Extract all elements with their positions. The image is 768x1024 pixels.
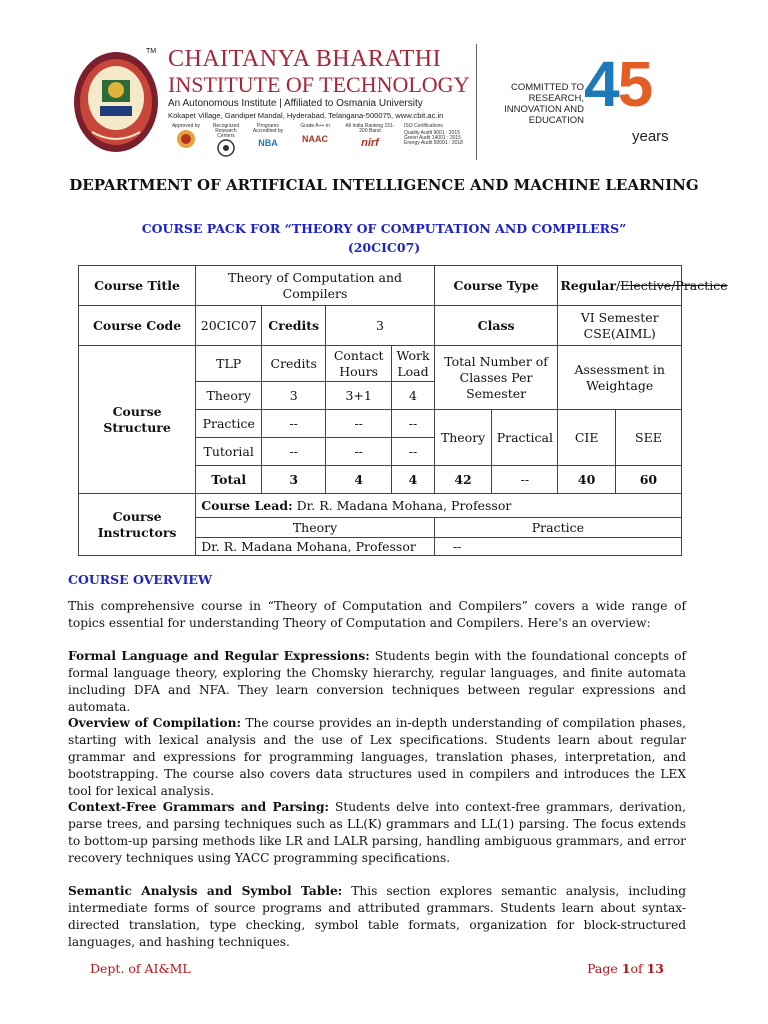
page-total: 13 — [646, 961, 664, 976]
sub-header-practical: Practical — [492, 410, 558, 466]
institute-address: Kokapet Village, Gandipet Mandal, Hyderabad, Telangana-500075, www.cbit.ac.in — [168, 111, 444, 120]
iso-certifications — [404, 124, 476, 146]
overview-semantic-analysis — [68, 883, 686, 951]
footer-department: Dept. of AI&ML — [90, 961, 191, 976]
iso-line: Quality Audit 9001 : 2015 — [404, 130, 460, 136]
assessment-label: Assessment in Weightage — [558, 346, 682, 410]
page-label: Page — [587, 961, 622, 976]
overview-compilation — [68, 715, 686, 800]
nba-text: NBA — [258, 138, 278, 148]
anniversary-years: years — [632, 128, 669, 145]
sub-header-see: SEE — [615, 410, 681, 466]
struct-header-credits: Credits — [262, 346, 326, 382]
institute-name-line1: CHAITANYA BHARATHI — [168, 46, 442, 72]
total-theory: 42 — [434, 466, 492, 494]
iso-line: Energy Audit 50001 : 2018 — [404, 140, 463, 146]
credits-cell: -- — [262, 410, 326, 438]
overview-intro: This comprehensive course in “Theory of Computation and Compilers” covers a wide range of topics essential for understanding Theory of Computation and Compilers. Here's an overview: — [68, 599, 686, 630]
slogan-line: INNOVATION AND — [504, 104, 584, 115]
work-cell: 4 — [392, 382, 435, 410]
credits-label: Credits — [262, 306, 326, 346]
total-cie: 40 — [558, 466, 616, 494]
course-type-regular: Regular — [560, 277, 616, 293]
committed-slogan — [484, 82, 584, 126]
nirf-text: nirf — [361, 137, 379, 149]
course-pack-title-line1: COURSE PACK FOR “THEORY OF COMPUTATION AND COMPILERS” — [141, 221, 627, 236]
paragraph-body: The course provides an in-depth understanding of compilation phases, starting with lexical analysis and the use of Lex specifications. Students learn about regular grammar and expressions for programming languages, translation phases, interpretation, and bootstrapping. The course also covers data structures used in compilers and introduces the LEX tool for lexical analysis. — [68, 716, 686, 798]
course-overview-heading: COURSE OVERVIEW — [68, 572, 212, 587]
course-type-struck: Elective/Practice — [620, 277, 728, 293]
footer-page-number — [587, 961, 664, 976]
paragraph-title: Context-Free Grammars and Parsing: — [68, 800, 330, 814]
trademark-mark: TM — [146, 48, 157, 55]
iso-caption: ISO Certifications — [404, 123, 443, 129]
credits-value: 3 — [326, 306, 435, 346]
credits-cell: 3 — [262, 382, 326, 410]
page-current: 1 — [621, 961, 631, 976]
page-of: of — [630, 961, 647, 976]
aicte-caption: Approved by — [171, 123, 201, 129]
table-row — [79, 346, 682, 382]
department-title: DEPARTMENT OF ARTIFICIAL INTELLIGENCE AND MACHINE LEARNING — [69, 176, 699, 194]
contact-cell: -- — [326, 438, 392, 466]
aicte-icon — [176, 129, 196, 149]
paragraph-body: This section explores semantic analysis, including intermediate forms of source programs and attributed grammars. Students learn about syntax-directed translation, type checking, symbol table formats, organization for block-structured languages, and hashing techniques. — [68, 884, 686, 949]
course-title-value: Theory of Computation and Compilers — [196, 266, 435, 306]
credits-cell: -- — [262, 438, 326, 466]
tlp-cell: Theory — [196, 382, 262, 410]
total-classes-label: Total Number of Classes Per Semester — [434, 346, 558, 410]
research-logo — [206, 124, 246, 159]
iso-line: Green Audit 14001 : 2015 — [404, 135, 461, 141]
course-lead-label: Course Lead: — [201, 497, 293, 513]
total-see: 60 — [615, 466, 681, 494]
research-icon — [217, 139, 235, 157]
course-details-table — [78, 265, 728, 556]
course-code-label: Course Code — [79, 306, 196, 346]
paragraph-body: Students begin with the foundational concepts of formal language theory, exploring the Chomsky hierarchy, regular languages, and finite automata including DFA and NFA. They learn conversion techniques between regular expressions and automata. — [68, 649, 686, 714]
paragraph-title: Overview of Compilation: — [68, 716, 241, 730]
course-type-label: Course Type — [434, 266, 558, 306]
work-cell: -- — [392, 438, 435, 466]
course-pack-code: (20CIC07) — [347, 240, 421, 255]
contact-cell: -- — [326, 410, 392, 438]
table-row — [79, 266, 682, 306]
course-structure-label: Course Structure — [79, 346, 196, 494]
institute-name-line2: INSTITUTE OF TECHNOLOGY — [168, 72, 470, 97]
total-contact: 4 — [326, 466, 392, 494]
struct-header-work: Work Load — [392, 346, 435, 382]
contact-cell: 3+1 — [326, 382, 392, 410]
paragraph-body: Students delve into context-free grammars, derivation, parse trees, and parsing techniques such as LL(K) grammars and LL(1) parsing. The focus extends to bottom-up parsing methods like LR and LALR parsing, handling ambiguous grammars, and error recovery techniques using YACC programming specifications. — [68, 800, 686, 865]
course-lead — [196, 494, 682, 518]
overview-formal-language — [68, 648, 686, 716]
class-value — [558, 306, 682, 346]
overview-cfg-parsing — [68, 799, 686, 867]
institute-seal-icon — [72, 50, 160, 162]
research-caption: Recognized Research Centers — [212, 123, 240, 139]
work-cell: -- — [392, 410, 435, 438]
nba-logo — [248, 124, 288, 148]
total-label: Total — [196, 466, 262, 494]
naac-text: NAAC — [302, 134, 328, 144]
class-value-line2: CSE(AIML) — [583, 325, 656, 341]
practice-instructor: -- — [434, 538, 681, 556]
tlp-cell: Practice — [196, 410, 262, 438]
grade-caption: Grade A++ in — [300, 123, 330, 129]
course-lead-value: Dr. R. Madana Mohana, Professor — [292, 497, 512, 513]
course-title-label: Course Title — [79, 266, 196, 306]
course-type-slash: / — [615, 277, 621, 293]
aicte-logo — [168, 124, 204, 151]
paragraph-title: Formal Language and Regular Expressions: — [68, 649, 370, 663]
institute-tagline: An Autonomous Institute | Affiliated to Osmania University — [168, 98, 423, 109]
anniversary-digit-4: 4 — [584, 48, 618, 120]
header-divider — [476, 44, 477, 160]
class-value-line1: VI Semester — [580, 309, 659, 325]
course-pack-title — [0, 219, 768, 257]
anniversary-45 — [584, 48, 652, 120]
total-credits: 3 — [262, 466, 326, 494]
tlp-cell: Tutorial — [196, 438, 262, 466]
paragraph-title: Semantic Analysis and Symbol Table: — [68, 884, 343, 898]
sub-header-cie: CIE — [558, 410, 616, 466]
course-type-value — [558, 266, 728, 306]
table-row — [79, 306, 682, 346]
total-work: 4 — [392, 466, 435, 494]
course-code-value: 20CIC07 — [196, 306, 262, 346]
table-row — [79, 494, 682, 518]
nirf-caption: All India Ranking 151-200 Band — [345, 123, 395, 134]
instructor-practice-header: Practice — [434, 518, 681, 538]
struct-header-contact: Contact Hours — [326, 346, 392, 382]
course-instructors-label: Course Instructors — [79, 494, 196, 556]
instructor-theory-header: Theory — [196, 518, 435, 538]
nirf-logo — [342, 124, 398, 149]
anniversary-digit-5: 5 — [617, 48, 652, 120]
struct-header-tlp: TLP — [196, 346, 262, 382]
naac-logo — [292, 124, 338, 144]
accreditation-logos — [168, 124, 480, 160]
slogan-line: EDUCATION — [528, 115, 584, 126]
slogan-line: RESEARCH, — [528, 93, 584, 104]
total-practical: -- — [492, 466, 558, 494]
institute-header — [72, 44, 692, 162]
theory-instructor: Dr. R. Madana Mohana, Professor — [196, 538, 435, 556]
sub-header-theory: Theory — [434, 410, 492, 466]
class-label: Class — [434, 306, 558, 346]
slogan-line: COMMITTED TO — [510, 82, 584, 93]
programs-caption: Programs Accredited by — [252, 123, 284, 134]
